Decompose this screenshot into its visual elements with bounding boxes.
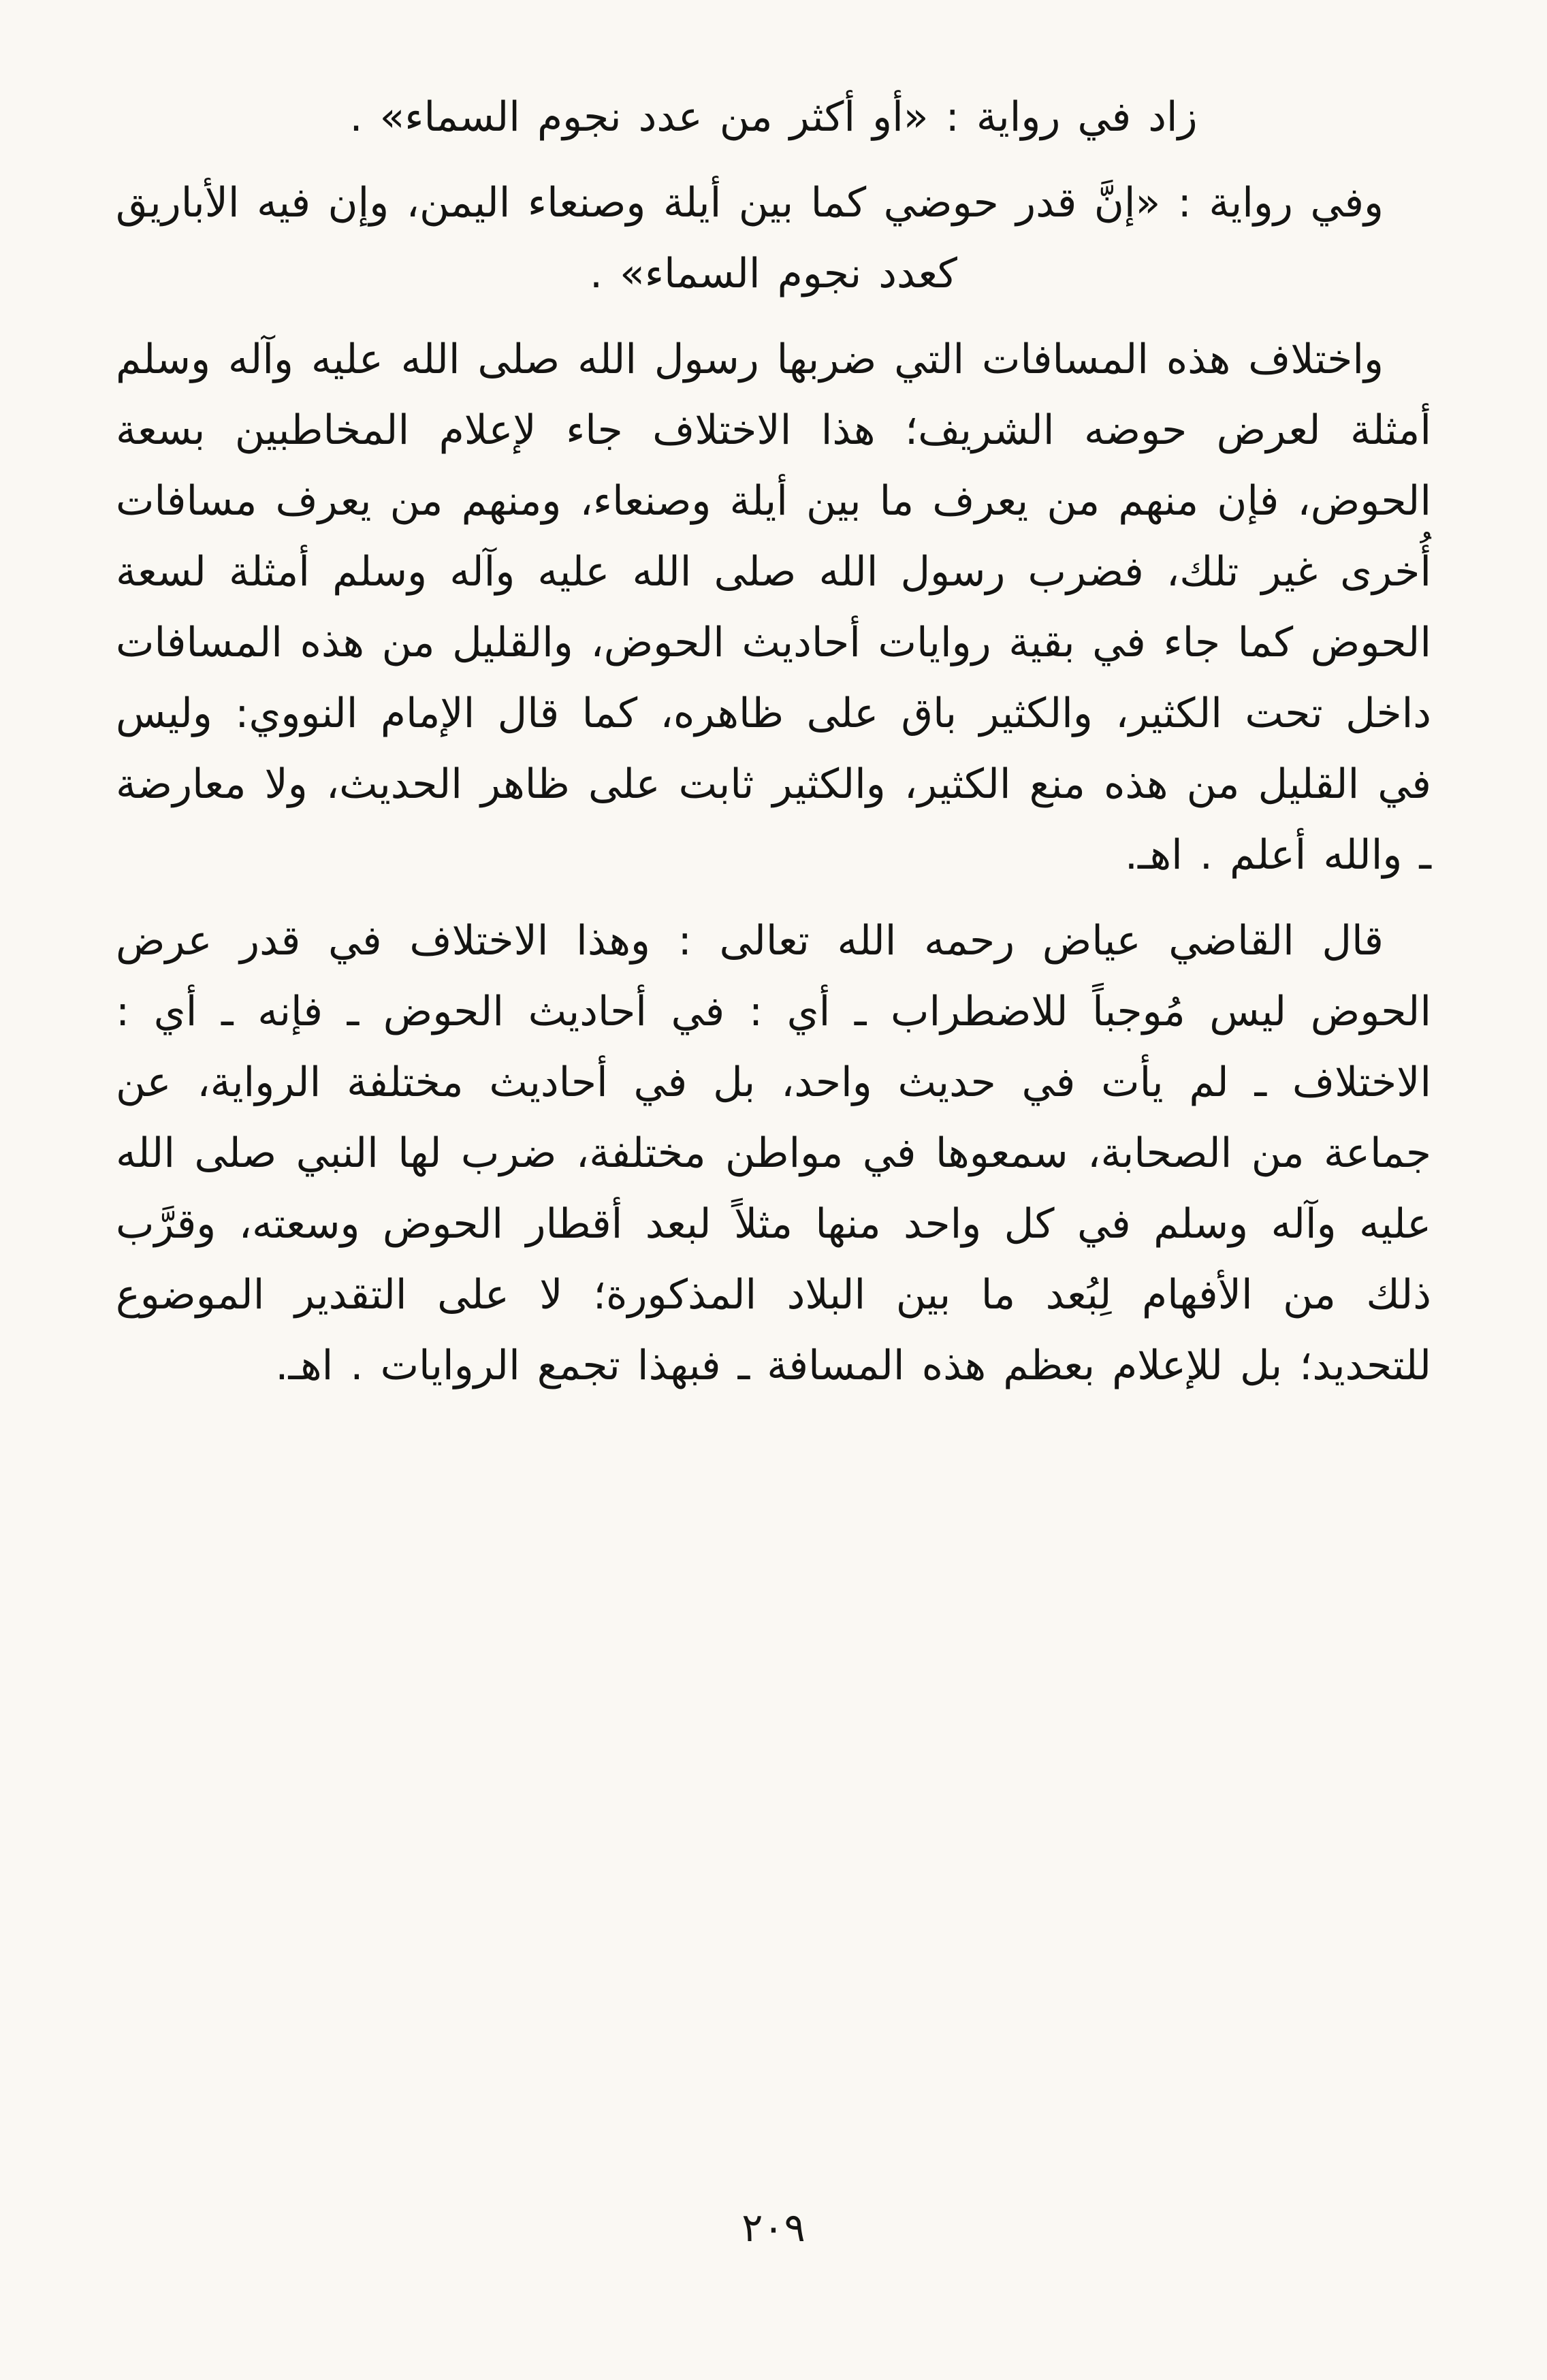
paragraph-qadi-iyad: قال القاضي عياض رحمه الله تعالى : وهذا الاختلاف في قدر عرض الحوض ليس مُوجباً للاضطراب ـ أي : في أحاديث الحوض ـ فإنه ـ أي : الاختلاف ـ لم يأت في حديث واحد، بل في أحاديث مختلفة الرواية، عن جماعة من الصحابة، سمعوها في مواطن مختلفة، ضرب لها النبي صلى الله عليه وآله وسلم في كل واحد منها مثلاً لبعد أقطار الحوض وسعته، وقرَّب ذلك من الأفهام لِبُعد ما بين البلاد المذكورة؛ لا على التقدير الموضوع للتحديد؛ بل للإعلام بعظم هذه المسافة ـ فبهذا تجمع الروايات . اهـ. (116, 917, 1431, 1389)
paragraph-ikhtilaf-masafat: واختلاف هذه المسافات التي ضربها رسول الله صلى الله عليه وآله وسلم أمثلة لعرض حوضه الشريف؛ هذا الاختلاف جاء لإعلام المخاطبين بسعة الحوض، فإن منهم من يعرف ما بين أيلة وصنعاء، ومنهم من يعرف مسافات أُخرى غير تلك، فضرب رسول الله صلى الله عليه وآله وسلم أمثلة لسعة الحوض كما جاء في بقية روايات أحاديث الحوض، والقليل من هذه المسافات داخل تحت الكثير، والكثير باق على ظاهره، كما قال الإمام النووي: وليس في القليل من هذه منع الكثير، والكثير ثابت على ظاهر الحديث، ولا معارضة ـ والله أعلم . اهـ. (116, 336, 1431, 879)
paragraph-riwaya-hawd: وفي رواية : «إنَّ قدر حوضي كما بين أيلة وصنعاء اليمن، وإن فيه الأباريق كعدد نجوم السماء» . (116, 179, 1384, 298)
paragraph-riwaya-addition: زاد في رواية : «أو أكثر من عدد نجوم السماء» . (349, 93, 1198, 141)
page-body-text (116, 82, 1431, 1416)
page-number: ٢٠٩ (741, 2204, 806, 2251)
